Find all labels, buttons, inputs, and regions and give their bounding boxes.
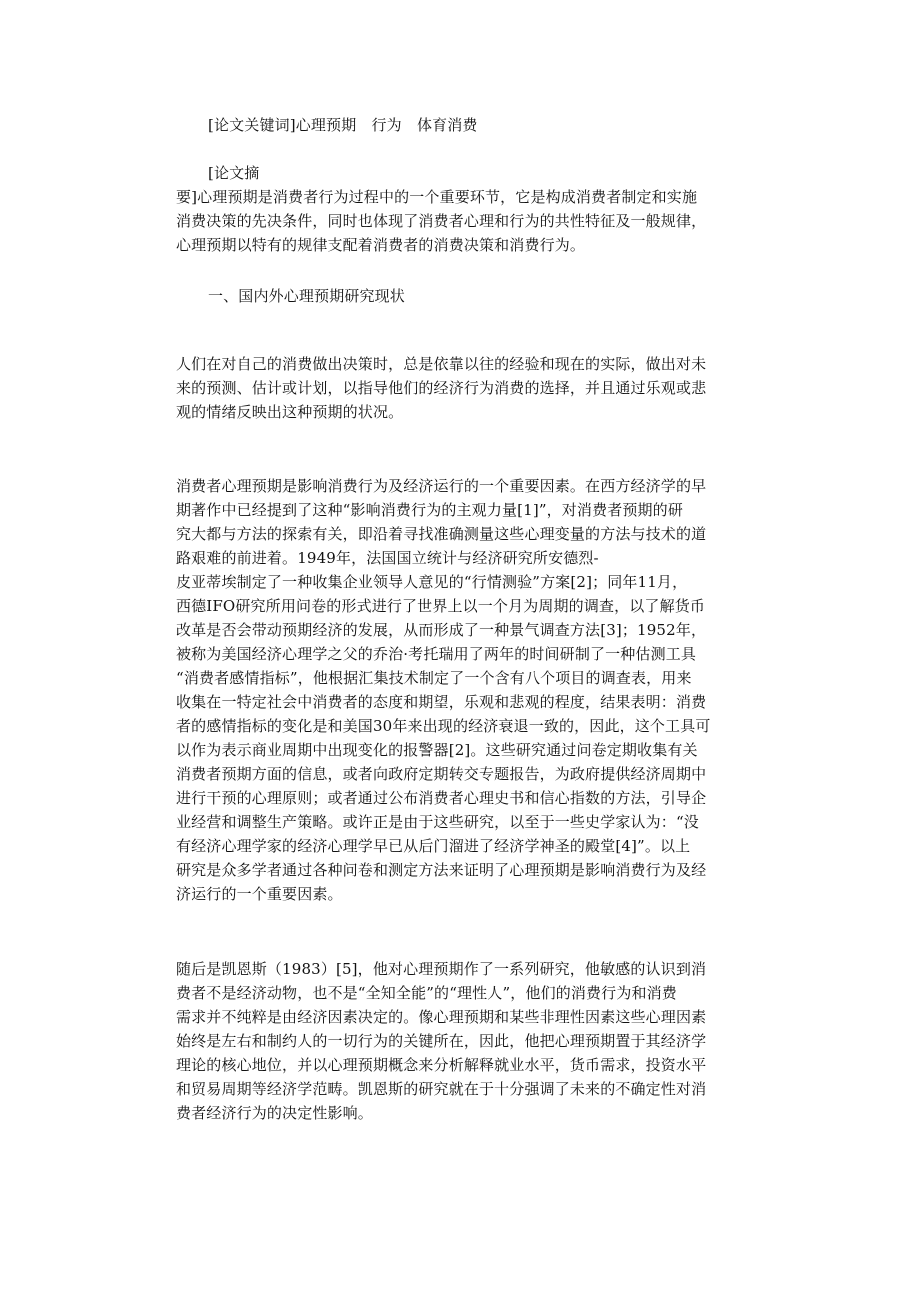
- paragraph-line: 进行干预的心理原则；或者通过公布消费者心理史书和信心指数的方法，引导企: [176, 789, 707, 807]
- paragraph-line: 消费者预期方面的信息，或者向政府定期转交专题报告，为政府提供经济周期中: [176, 765, 707, 783]
- paragraph-line: 费者不是经济动物，也不是“全知全能”的“理性人”，他们的消费行为和消费: [176, 984, 677, 1002]
- paragraph-line: 和贸易周期等经济学范畴。凯恩斯的研究就在于十分强调了未来的不确定性对消: [176, 1080, 707, 1098]
- paragraph-line: 西德IFO研究所用问卷的形式进行了世界上以一个月为周期的调查，以了解货币: [176, 597, 706, 615]
- paragraph-line: 理论的核心地位，并以心理预期概念来分析解释就业水平，货币需求，投资水平: [176, 1056, 707, 1074]
- paragraph-line: 观的情绪反映出这种预期的状况。: [176, 403, 404, 421]
- paragraph-line: 收集在一特定社会中消费者的态度和期望，乐观和悲观的程度，结果表明：消费: [176, 693, 707, 711]
- paragraph-line: 究大都与方法的探索有关，即沿着寻找准确测量这些心理变量的方法与技术的道: [176, 525, 707, 543]
- paragraph-line: 改革是否会带动预期经济的发展，从而形成了一种景气调查方法[3]；1952年，: [176, 621, 707, 639]
- paragraph-line: 业经营和调整生产策略。或许正是由于这些研究，以至于一些史学家认为：“没: [176, 813, 699, 831]
- section-heading: 一、国内外心理预期研究现状: [208, 287, 405, 305]
- paragraph-line: 济运行的一个重要因素。: [176, 885, 343, 903]
- paragraph-line: 有经济心理学家的经济心理学早已从后门溜进了经济学神圣的殿堂[4]”。以上: [176, 837, 691, 855]
- paragraph-line: 路艰难的前进着。1949年，法国国立统计与经济研究所安德烈-: [176, 549, 599, 567]
- keywords-line: [论文关键词]心理预期 行为 体育消费: [208, 116, 478, 134]
- paragraph-line: 消费者心理预期是影响消费行为及经济运行的一个重要因素。在西方经济学的早: [176, 477, 707, 495]
- paragraph-line: 期著作中已经提到了这种“影响消费行为的主观力量[1]”，对消费者预期的研: [176, 501, 683, 519]
- paragraph-line: 研究是众多学者通过各种问卷和测定方法来证明了心理预期是影响消费行为及经: [176, 861, 707, 879]
- paragraph-line: 始终是左右和制约人的一切行为的关键所在，因此，他把心理预期置于其经济学: [176, 1032, 707, 1050]
- abstract-label: [论文摘: [208, 164, 260, 182]
- paragraph-line: 者的感情指标的变化是和美国30年来出现的经济衰退一致的，因此，这个工具可: [176, 717, 711, 735]
- paragraph-line: 费者经济行为的决定性影响。: [176, 1104, 373, 1122]
- paragraph-line: 人们在对自己的消费做出决策时，总是依靠以往的经验和现在的实际，做出对未: [176, 355, 707, 373]
- abstract-line: 要]心理预期是消费者行为过程中的一个重要环节，它是构成消费者制定和实施: [176, 188, 698, 206]
- paragraph-line: 以作为表示商业周期中出现变化的报警器[2]。这些研究通过问卷定期收集有关: [176, 741, 698, 759]
- abstract-line: 心理预期以特有的规律支配着消费者的消费决策和消费行为。: [176, 236, 586, 254]
- paragraph-line: 被称为美国经济心理学之父的乔治·考托瑞用了两年的时间研制了一种估测工具: [176, 645, 697, 663]
- paragraph-line: “消费者感情指标”，他根据汇集技术制定了一个含有八个项目的调查表，用来: [176, 669, 692, 687]
- paragraph-line: 来的预测、估计或计划，以指导他们的经济行为消费的选择，并且通过乐观或悲: [176, 379, 707, 397]
- paragraph-line: 皮亚蒂埃制定了一种收集企业领导人意见的“行情测验”方案[2]；同年11月，: [176, 573, 688, 591]
- paragraph-line: 需求并不纯粹是由经济因素决定的。像心理预期和某些非理性因素这些心理因素: [176, 1008, 707, 1026]
- paragraph-line: 随后是凯恩斯（1983）[5]，他对心理预期作了一系列研究，他敏感的认识到消: [176, 960, 707, 978]
- abstract-line: 消费决策的先决条件，同时也体现了消费者心理和行为的共性特征及一般规律，: [176, 212, 707, 230]
